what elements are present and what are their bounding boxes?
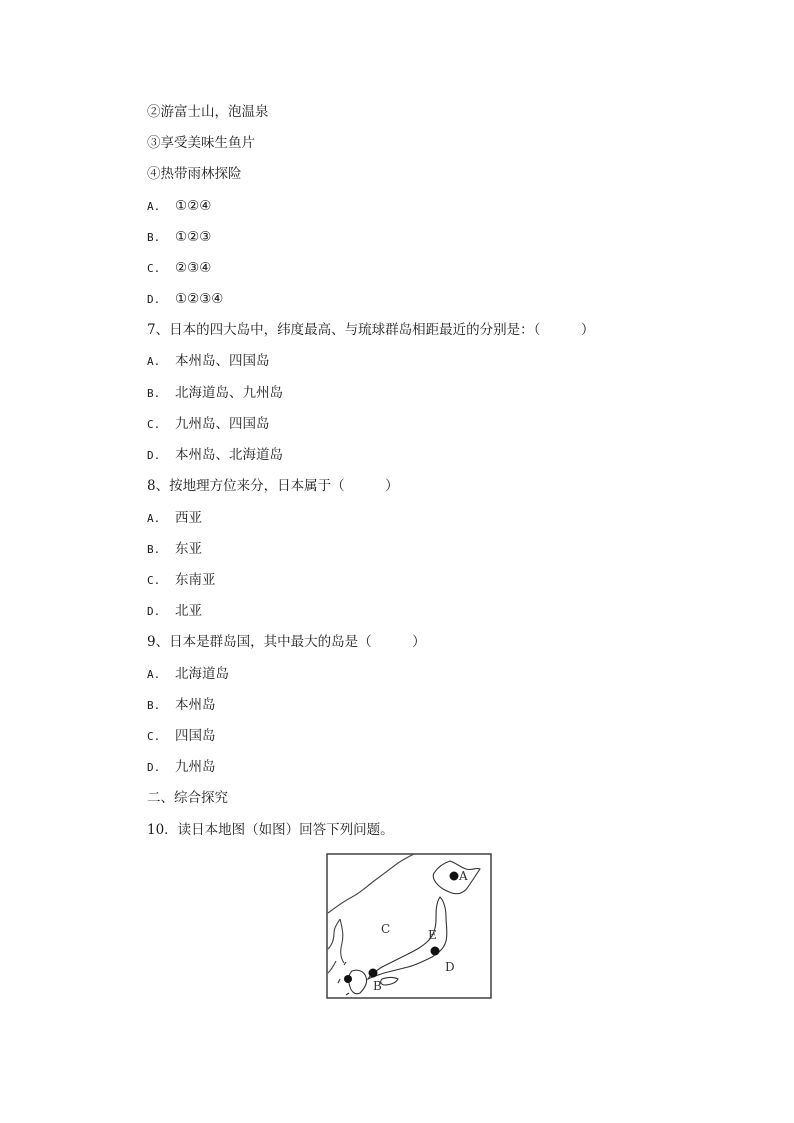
option-letter: D. (147, 761, 161, 774)
map-label-b: B (373, 979, 382, 993)
question-10-stem: 10．读日本地图（如图）回答下列问题。 (147, 822, 394, 838)
option-letter: D. (147, 293, 161, 306)
option-text: 本州岛、北海道岛 (175, 447, 283, 463)
option-text: 北亚 (175, 603, 202, 619)
city-dot-kyushu (344, 975, 352, 983)
option-b[interactable] (147, 383, 283, 404)
question-8-stem: 8、按地理方位来分，日本属于（ ） (147, 478, 399, 494)
option-text: 九州岛 (175, 759, 216, 775)
option-letter: B. (147, 543, 161, 556)
option-letter: B. (147, 699, 161, 712)
city-dot-d (431, 947, 440, 956)
option-text: 四国岛 (175, 728, 216, 744)
option-b[interactable] (147, 695, 216, 716)
option-a[interactable] (147, 196, 211, 217)
option-letter: C. (147, 262, 161, 275)
question-item: ②游富士山，泡温泉 (147, 104, 269, 120)
map-label-e: E (428, 928, 437, 942)
question-9-stem: 9、日本是群岛国，其中最大的岛是（ ） (147, 634, 426, 650)
city-dot-a (450, 872, 459, 881)
section-title: 二、综合探究 (147, 790, 228, 806)
option-letter: A. (147, 668, 161, 681)
option-letter: B. (147, 387, 161, 400)
option-letter: D. (147, 449, 161, 462)
option-text: 西亚 (175, 510, 202, 526)
option-letter: C. (147, 418, 161, 431)
option-d[interactable] (147, 757, 216, 778)
option-text: ①②③④ (175, 291, 224, 307)
option-a[interactable] (147, 664, 229, 685)
option-letter: A. (147, 200, 161, 213)
option-a[interactable] (147, 351, 270, 372)
option-letter: D. (147, 605, 161, 618)
question-item: ④热带雨林探险 (147, 166, 242, 182)
option-text: 九州岛、四国岛 (175, 416, 270, 432)
option-text: 北海道岛、九州岛 (175, 385, 283, 401)
option-text: 北海道岛 (175, 666, 229, 682)
option-letter: C. (147, 730, 161, 743)
option-text: 本州岛 (175, 697, 216, 713)
option-text: 东亚 (175, 541, 202, 557)
option-d[interactable] (147, 601, 202, 622)
option-text: ①②④ (175, 198, 212, 214)
option-d[interactable] (147, 445, 283, 466)
option-c[interactable] (147, 726, 216, 747)
option-letter: A. (147, 355, 161, 368)
option-c[interactable] (147, 258, 211, 279)
option-a[interactable] (147, 508, 202, 529)
map-label-c: C (381, 922, 391, 936)
option-text: ②③④ (175, 260, 212, 276)
question-7-stem: 7、日本的四大岛中，纬度最高、与琉球群岛相距最近的分别是：（ ） (147, 322, 595, 338)
option-text: ①②③ (175, 229, 212, 245)
option-text: 东南亚 (175, 572, 216, 588)
city-dot-b (369, 969, 378, 978)
map-label-d: D (445, 960, 455, 974)
option-letter: C. (147, 574, 161, 587)
option-d[interactable] (147, 289, 223, 310)
option-b[interactable] (147, 539, 202, 560)
option-letter: A. (147, 512, 161, 525)
question-item: ③享受美味生鱼片 (147, 135, 255, 151)
option-letter: B. (147, 231, 161, 244)
map-label-a: A (459, 869, 468, 883)
option-c[interactable] (147, 414, 270, 435)
option-text: 本州岛、四国岛 (175, 353, 270, 369)
japan-map (326, 853, 492, 999)
option-b[interactable] (147, 227, 211, 248)
option-c[interactable] (147, 570, 216, 591)
